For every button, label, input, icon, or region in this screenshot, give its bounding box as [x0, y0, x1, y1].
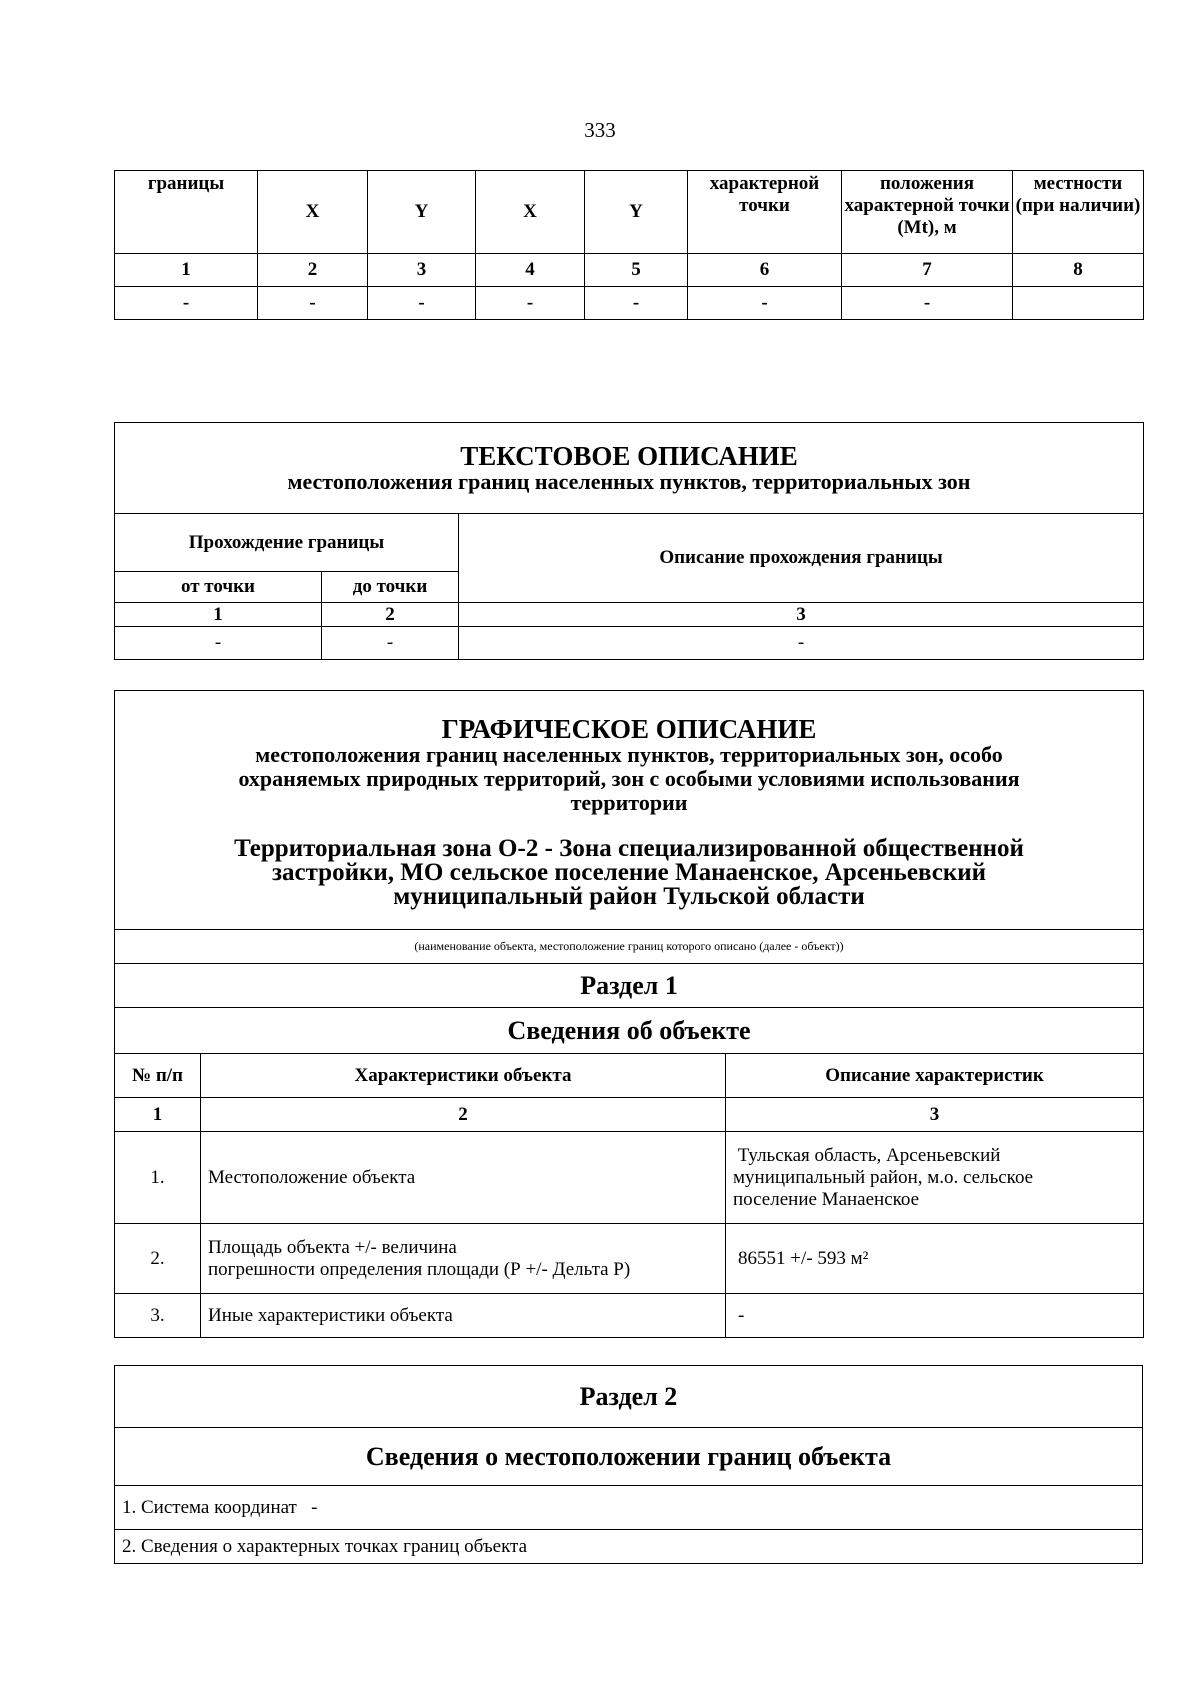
table-row	[115, 627, 1144, 660]
col-number: 2	[201, 1098, 726, 1132]
section-subtitle: охраняемых природных территорий, зон с особыми условиями использования	[238, 766, 1020, 791]
cell: -	[585, 287, 688, 320]
section-heading: Раздел 1	[115, 964, 1144, 1008]
coordinate-system-line: 1. Система координат -	[115, 1486, 1143, 1530]
header-cell: X	[258, 171, 368, 254]
section-heading: Раздел 2	[115, 1366, 1143, 1428]
section-subtitle: местоположения границ населенных пунктов, территориальных зон, особо	[255, 742, 1003, 767]
cell: -	[842, 287, 1013, 320]
cell: -	[459, 627, 1144, 660]
col-number: 3	[726, 1098, 1144, 1132]
row-number: 2.	[115, 1224, 201, 1294]
points-info-line: 2. Сведения о характерных точках границ объекта	[115, 1530, 1143, 1564]
table-header-row	[115, 171, 1144, 254]
cell: -	[688, 287, 842, 320]
graphic-description-table	[114, 690, 1144, 1338]
description-line: Тульская область, Арсеньевский	[733, 1144, 1001, 1166]
header-number: № п/п	[115, 1054, 201, 1098]
text-description-table	[114, 422, 1144, 660]
coordinates-table	[114, 170, 1144, 320]
table-row	[115, 1224, 1144, 1294]
section-title: ГРАФИЧЕСКОЕ ОПИСАНИЕ	[441, 714, 817, 744]
header-description: Описание прохождения границы	[459, 514, 1144, 603]
table-row	[115, 1294, 1144, 1338]
section-2-table	[114, 1365, 1143, 1564]
cell: -	[258, 287, 368, 320]
cell: -	[115, 287, 258, 320]
cell	[1013, 287, 1144, 320]
col-number: 3	[368, 254, 476, 287]
object-name: муниципальный район Тульской области	[393, 883, 865, 910]
header-cell: характерной точки	[688, 171, 842, 254]
section-subtitle: территории	[570, 790, 688, 815]
characteristic-line: Площадь объекта +/- величина	[208, 1236, 457, 1258]
object-note: (наименование объекта, местоположение границ которого описано (далее - объект))	[115, 930, 1144, 964]
characteristic: Местоположение объекта	[201, 1132, 726, 1224]
cell: -	[476, 287, 585, 320]
header-cell: Y	[585, 171, 688, 254]
section-heading: Сведения о местоположении границ объекта	[115, 1428, 1143, 1486]
object-name: застройки, МО сельское поселение Манаенское, Арсеньевский	[271, 859, 987, 886]
header-cell: местности (при наличии)	[1013, 171, 1144, 254]
table-row	[115, 287, 1144, 320]
row-number: 3.	[115, 1294, 201, 1338]
title-row	[115, 691, 1144, 930]
table-row	[115, 1132, 1144, 1224]
col-number: 2	[322, 603, 459, 627]
col-number: 1	[115, 603, 322, 627]
col-number: 8	[1013, 254, 1144, 287]
section-subtitle: местоположения границ населенных пунктов, территориальных зон	[287, 469, 971, 494]
column-number-row	[115, 603, 1144, 627]
header-passage: Прохождение границы	[115, 514, 459, 572]
page-number: 333	[584, 118, 616, 142]
section-title: ТЕКСТОВОЕ ОПИСАНИЕ	[460, 441, 798, 471]
cell: -	[368, 287, 476, 320]
col-number: 5	[585, 254, 688, 287]
table-header-row	[115, 1054, 1144, 1098]
column-number-row	[115, 1098, 1144, 1132]
header-to-point: до точки	[322, 572, 459, 603]
col-number: 2	[258, 254, 368, 287]
section-heading: Сведения об объекте	[115, 1008, 1144, 1054]
area-value: 86551 +/- 593 м²	[726, 1224, 1144, 1294]
object-name: Территориальная зона О-2 - Зона специализированной общественной	[234, 835, 1024, 862]
col-number: 1	[115, 254, 258, 287]
characteristic-line: погрешности определения площади (Р +/- Дельта Р)	[208, 1258, 631, 1280]
header-from-point: от точки	[115, 572, 322, 603]
column-number-row	[115, 254, 1144, 287]
header-cell: X	[476, 171, 585, 254]
col-number: 1	[115, 1098, 201, 1132]
description: -	[726, 1294, 1144, 1338]
row-number: 1.	[115, 1132, 201, 1224]
title-row	[115, 423, 1144, 514]
header-characteristics: Характеристики объекта	[201, 1054, 726, 1098]
col-number: 3	[459, 603, 1144, 627]
header-description: Описание характеристик	[726, 1054, 1144, 1098]
col-number: 7	[842, 254, 1013, 287]
header-cell: границы	[115, 171, 258, 254]
description-line: поселение Манаенское	[733, 1188, 920, 1210]
characteristic: Иные характеристики объекта	[201, 1294, 726, 1338]
header-cell: положения характерной точки (Mt), м	[842, 171, 1013, 254]
cell: -	[322, 627, 459, 660]
description-line: муниципальный район, м.о. сельское	[733, 1166, 1034, 1188]
col-number: 6	[688, 254, 842, 287]
cell: -	[115, 627, 322, 660]
col-number: 4	[476, 254, 585, 287]
header-cell: Y	[368, 171, 476, 254]
